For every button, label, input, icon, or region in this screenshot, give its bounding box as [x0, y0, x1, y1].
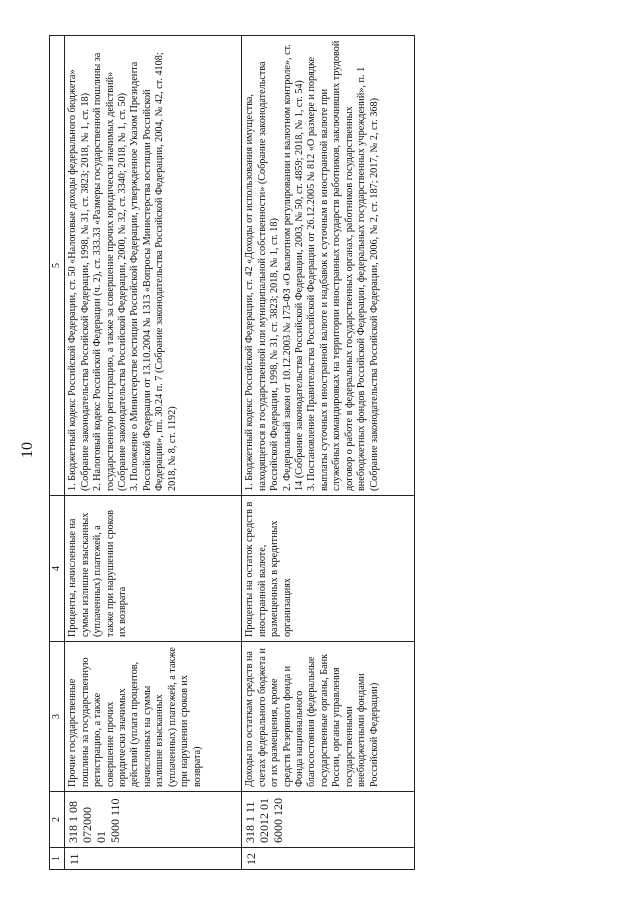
row-number: 11: [65, 848, 242, 870]
classification-code: [65, 792, 242, 848]
column-header: 3: [50, 642, 65, 792]
code-part: 318 1 08: [66, 801, 81, 843]
code-part: 072000 01: [79, 807, 108, 843]
revenue-name: Доходы по остаткам средств на счетах федерального бюджета и от их размещения, кроме средств Резервного фонда и Фонда национального благосостояния (федеральные государственные органы, Банк России, органы управления государственными внебюджетными фондами Российской Федерации): [242, 642, 415, 792]
table-row: [65, 36, 242, 870]
classification-code: [242, 792, 415, 848]
legal-source: 2. Федеральный закон от 10.12.2003 № 173-ФЗ «О валютном регулировании и валютном контроле», ст. 14 (Собрание законодательства Российской Федерации, 2003, № 50, ст. 4859; 2018, № 1, ст. 54): [281, 44, 305, 491]
legal-sources: [242, 36, 415, 496]
table-row: [242, 36, 415, 870]
column-header: 2: [50, 792, 65, 848]
code-part: 02012 01: [256, 798, 271, 843]
rotated-table-sheet: [49, 36, 409, 870]
column-header: 4: [50, 496, 65, 642]
column-header: 1: [50, 848, 65, 870]
code-part: 318 1 11: [243, 801, 258, 843]
row-number: 12: [242, 848, 415, 870]
code-part: 6000 120: [270, 798, 285, 843]
code-part: 5000 110: [107, 798, 122, 843]
revenue-classification-table: [49, 35, 415, 870]
legal-source: 1. Бюджетный кодекс Российской Федерации, ст. 42 «Доходы от использования имущества, находящегося в государственной или муниципальной собственности» (Собрание законодательства Российской Федерации, 1998, № 31, ст. 3823; 2018, № 1, ст. 18): [244, 61, 281, 491]
page-number: 10: [19, 442, 36, 458]
legal-source: 1. Бюджетный кодекс Российской Федерации, ст. 50 «Налоговые доходы федерального бюджета» (Собрание законодательства Российской Федерации, 1998, № 31, ст. 3823; 2018, № 1, ст. 18): [67, 69, 91, 491]
legal-source: 3. Постановление Правительства Российской Федерации от 26.12.2005 № 812 «О размере и порядке выплаты суточных в иностранной валюте и надбавок к суточным в иностранной валюте при служебных командировках на территории иностранных государств работников, заключивших трудовой договор о работе в федеральных государственных органах, работников государственных внебюджетных фондов Российской Федерации, федеральных государственных учреждений», п. 1 (Собрание законодательства Российской Федерации, 2006, № 2, ст. 187; 2017, № 2, ст. 368): [306, 40, 380, 491]
revenue-description: Проценты, начисленные на суммы излишне взысканных (уплаченных) платежей, а также при нарушении сроков их возврата: [65, 496, 242, 642]
legal-sources: [65, 36, 242, 496]
revenue-name: Прочие государственные пошлины за государственную регистрацию, а также совершение прочих юридически значимых действий (уплата процентов, начисленных на суммы излишне взысканных (уплаченных) платежей, а также при нарушении сроков их возврата): [65, 642, 242, 792]
revenue-description: Проценты на остаток средств в иностранной валюте, размещенных в кредитных организациях: [242, 496, 415, 642]
legal-source: 3. Положение о Министерстве юстиции Российской Федерации, утвержденное Указом Президента Российской Федерации от 13.10.2004 № 1313 «Вопросы Министерства юстиции Российской Федерации», пп. 30.24 п. 7 (Собрание законодательства Российской Федерации, 2004, № 42, ст. 4108; 2018, № 8, ст. 1192): [129, 52, 178, 491]
column-number-row: [50, 36, 65, 870]
column-header: 5: [50, 36, 65, 496]
legal-source: 2. Налоговый кодекс Российской Федерации (ч. 2), ст. 333.33 «Размеры государственной пошлины за государственную регистрацию, а также за совершение прочих юридически значимых действий» (Собрание законодательства Российской Федерации, 2000, № 32, ст. 3340; 2018, № 1, ст. 50): [92, 52, 128, 491]
